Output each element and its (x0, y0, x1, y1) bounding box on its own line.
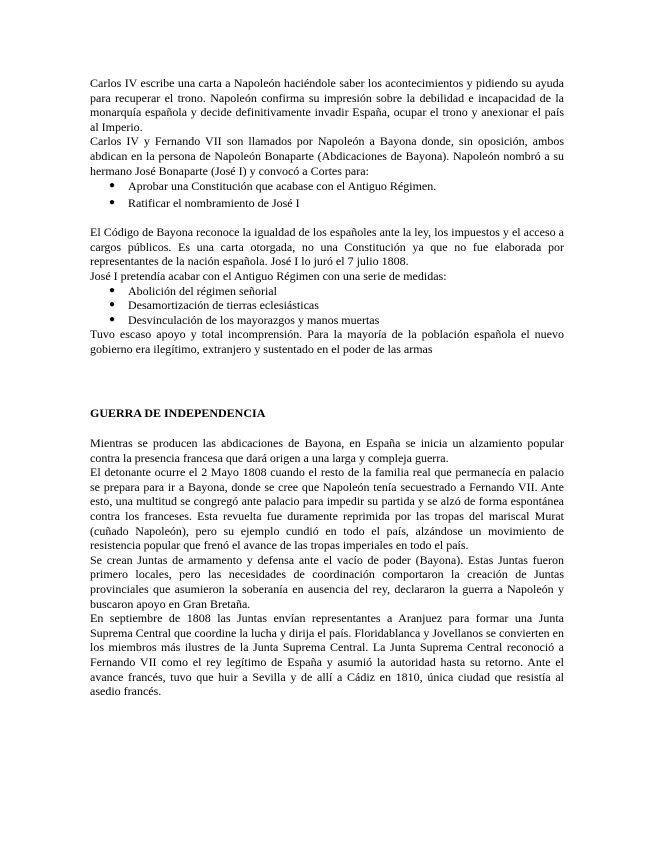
list-cortes (90, 178, 564, 211)
paragraph-codigo-bayona: El Código de Bayona reconoce la igualdad de los españoles ante la ley, los impuestos y el acceso a cargos públicos. Es una carta otorgada, no una Constitución ya que no fue elaborada por representantes de la nación española. José I lo juró el 7 julio 1808. (90, 225, 564, 269)
paragraph-dos-de-mayo: El detonante ocurre el 2 Mayo 1808 cuando el resto de la familia real que permanecía en palacio se prepara para ir a Bayona, donde se cree que Napoleón tenía secuestrado a Fernando VII. Ante esto, una multitud se congregó ante palacio para impedir su partida y se alzó de forma espontánea contra los franceses. Esta revuelta fue duramente reprimida por las tropas del mariscal Murat (cuñado Napoleón), pero su ejemplo cundió en todo el país, alzándose un movimiento de resistencia popular que frenó el avance de las tropas imperiales en todo el país. (90, 465, 564, 553)
bullet-icon: ● (109, 196, 116, 208)
section-heading: GUERRA DE INDEPENDENCIA (90, 405, 266, 420)
list-item-text: Desamortización de tierras eclesiásticas (128, 298, 319, 313)
list-item (90, 284, 564, 299)
list-item (90, 298, 564, 313)
paragraph-escaso-apoyo: Tuvo escaso apoyo y total incomprensión. Para la mayoría de la población española el nuevo gobierno era ilegítimo, extranjero y sustentado en el poder de las armas (90, 327, 564, 356)
bullet-icon: ● (109, 180, 116, 192)
list-item-text: Desvinculación de los mayorazgos y manos muertas (128, 312, 380, 327)
paragraph-carta-napoleon: Carlos IV escribe una carta a Napoleón haciéndole saber los acontecimientos y pidiendo su ayuda para recuperar el trono. Napoleón confirma su impresión sobre la debilidad e incapacidad de la monarquía española y decide definitivamente invadir España, ocupar el trono y anexionar el país al Imperio. (90, 76, 564, 134)
bullet-icon: ● (109, 284, 116, 296)
list-item-text: Ratificar el nombramiento de José I (128, 195, 300, 210)
list-item (90, 178, 564, 195)
spacer (90, 211, 564, 225)
document-page (90, 76, 564, 699)
bullet-icon: ● (109, 313, 116, 325)
paragraph-alzamiento: Mientras se producen las abdicaciones de Bayona, en España se inicia un alzamiento popular contra la presencia francesa que dará origen a una larga y compleja guerra. (90, 436, 564, 465)
list-item (90, 313, 564, 328)
paragraph-junta-suprema: En septiembre de 1808 las Juntas envían representantes a Aranjuez para formar una Junta Suprema Central que coordine la lucha y dirija el país. Floridablanca y Jovellanos se convierten en los miembros más ilustres de la Junta Suprema Central. La Junta Suprema Central reconoció a Fernando VII como el rey legítimo de España y asumió la autoridad hasta su retorno. Ante el avance francés, tuvo que huir a Sevilla y de allí a Cádiz en 1810, única ciudad que resistía al asedio francés. (90, 611, 564, 699)
bullet-icon: ● (109, 299, 116, 311)
list-item (90, 195, 564, 212)
list-item-text: Aprobar una Constitución que acabase con el Antiguo Régimen. (128, 179, 437, 194)
paragraph-abdicaciones: Carlos IV y Fernando VII son llamados por Napoleón a Bayona donde, sin oposición, ambos abdican en la persona de Napoleón Bonaparte (Abdicaciones de Bayona). Napoleón nombró a su hermano José Bonaparte (José I) y convocó a Cortes para: (90, 134, 564, 178)
paragraph-medidas-intro: José I pretendía acabar con el Antiguo Régimen con una serie de medidas: (90, 268, 447, 283)
paragraph-juntas: Se crean Juntas de armamento y defensa ante el vacío de poder (Bayona). Estas Juntas fueron primero locales, pero las necesidades de coordinación comportaron la creación de Juntas provinciales que asumieron la soberanía en ausencia del rey, declararon la guerra a Napoleón y buscaron apoyo en Gran Bretaña. (90, 552, 564, 611)
list-item-text: Abolición del régimen señorial (128, 283, 277, 298)
list-medidas (90, 284, 564, 328)
